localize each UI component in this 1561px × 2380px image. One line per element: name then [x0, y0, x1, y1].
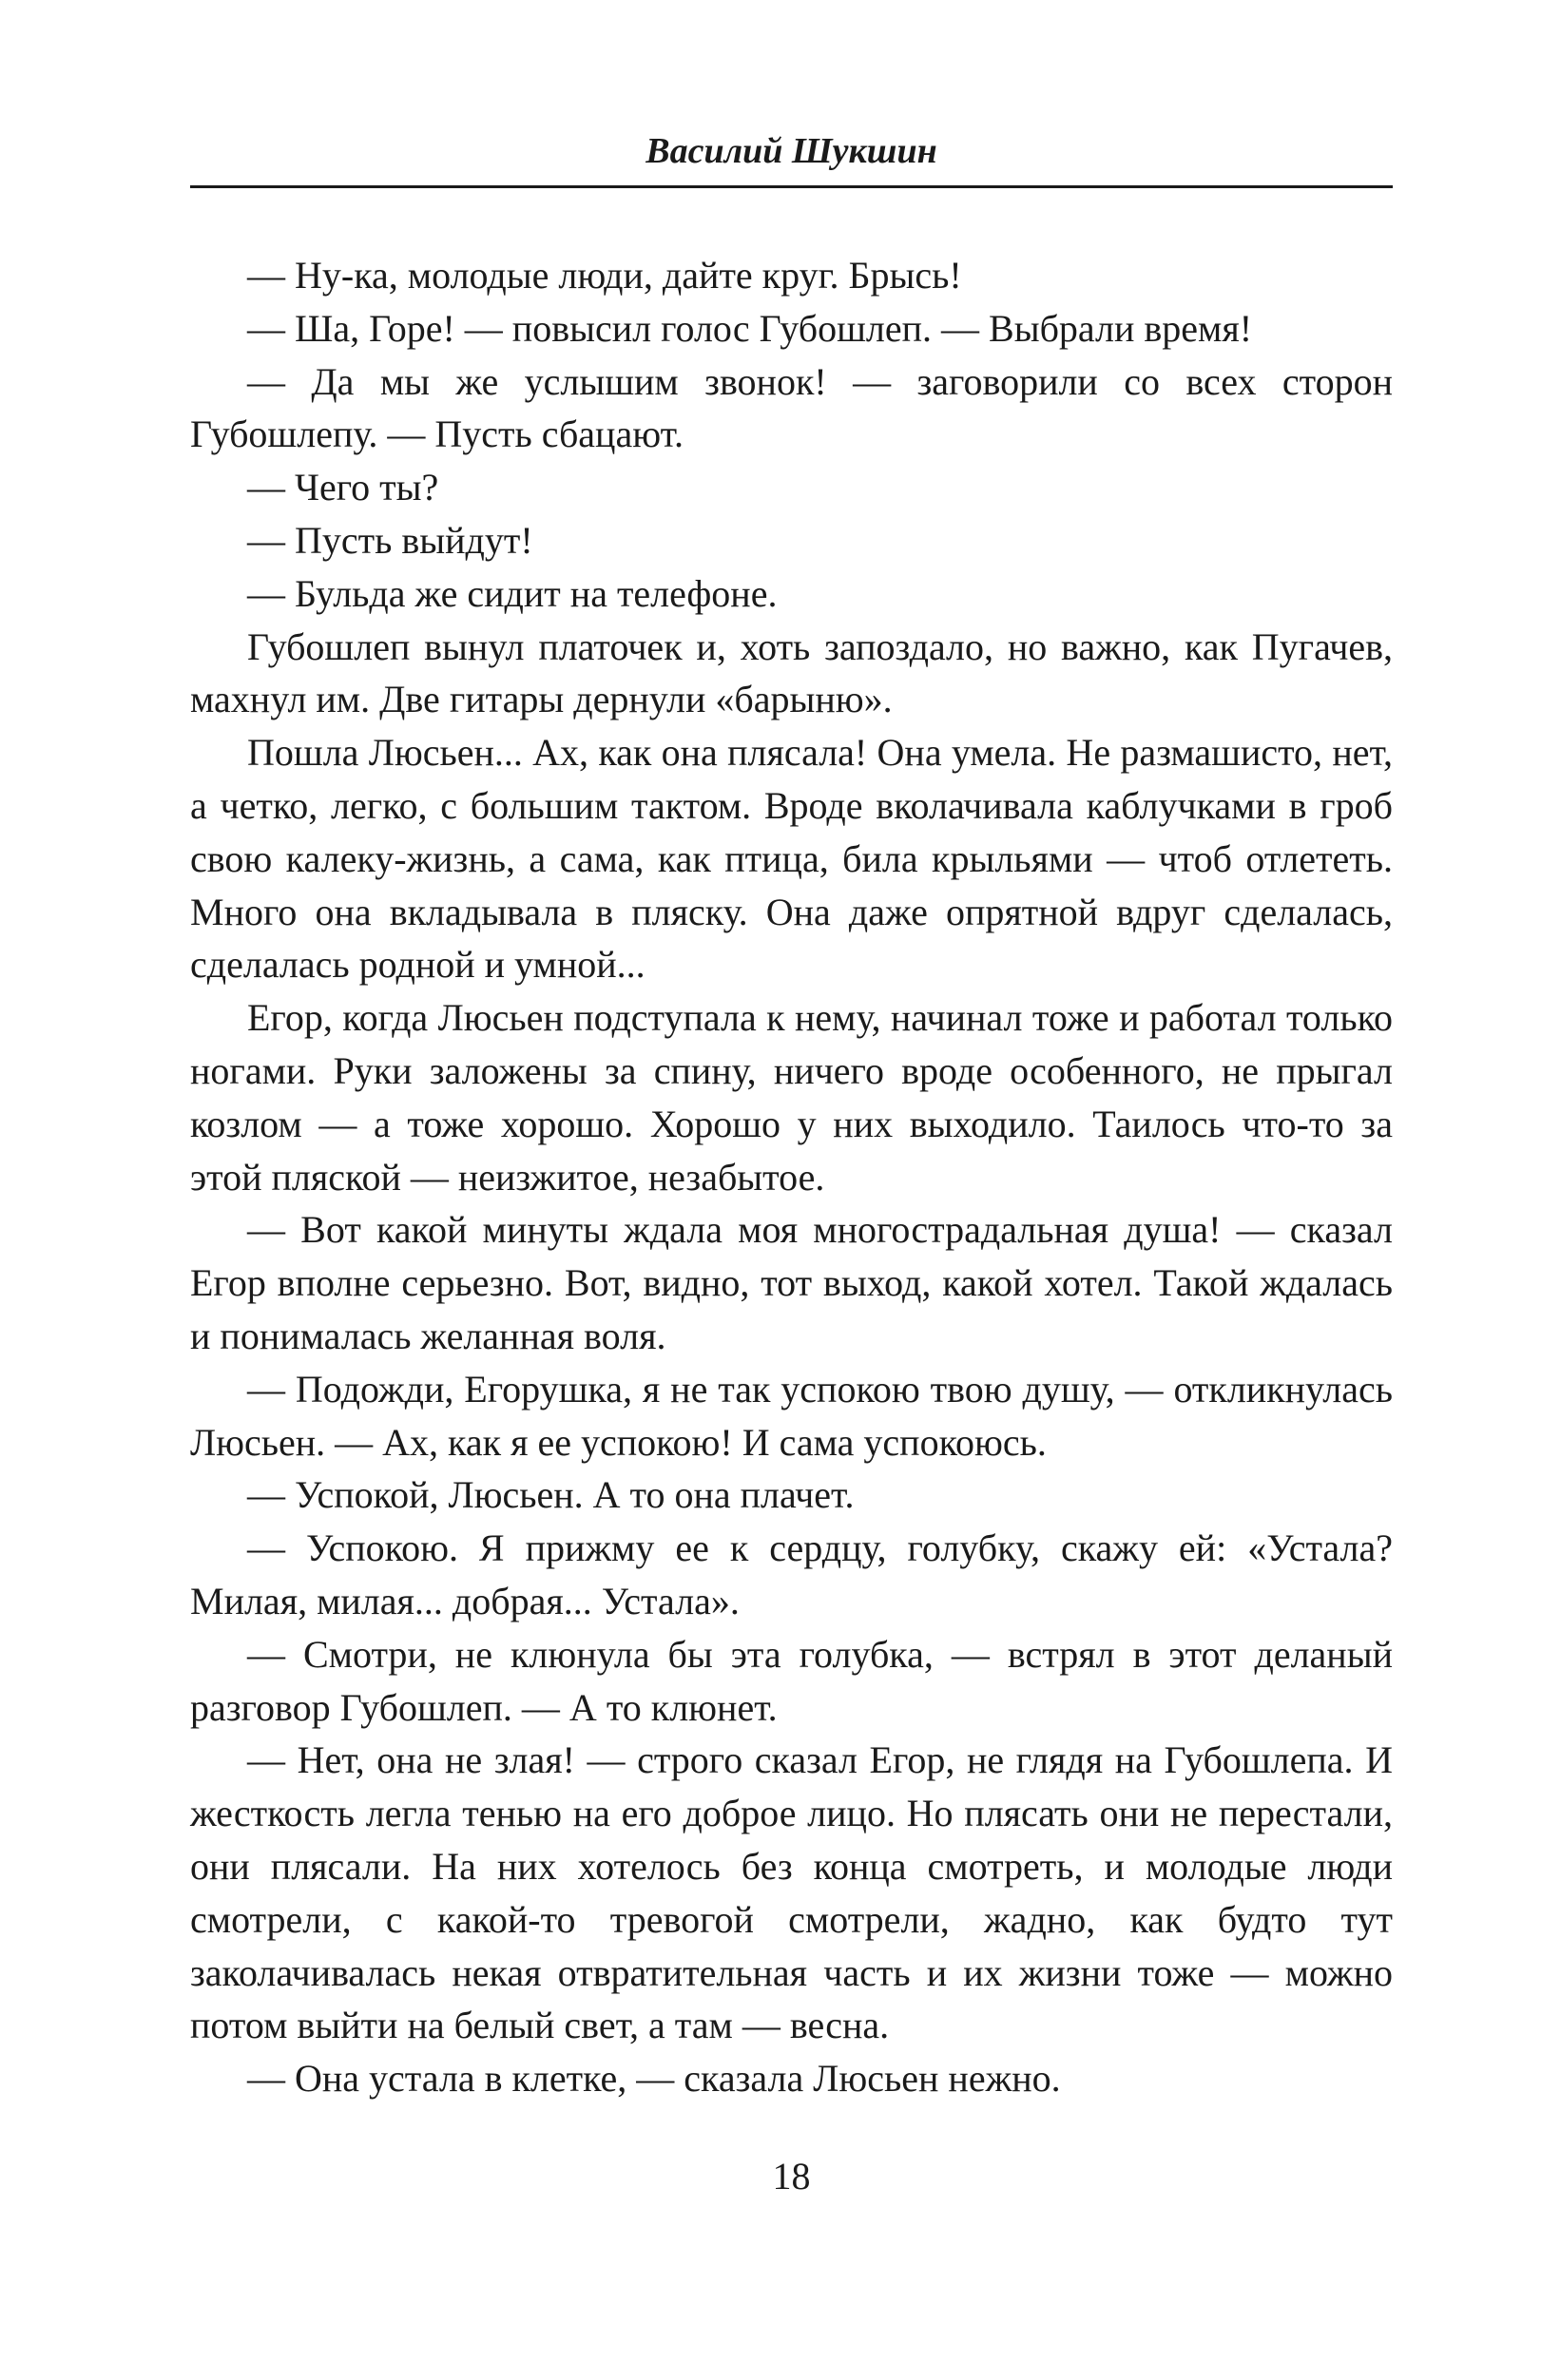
paragraph: Егор, когда Люсьен подступала к нему, начинал тоже и работал только ногами. Руки заложены за спину, ничего вроде особенного, не прыгал козлом — а тоже хорошо. Хорошо у них выходило. Таилось что-то за этой пляской — неизжитое, незабытое. — [190, 996, 1393, 1199]
paragraph: — Успокою. Я прижму ее к сердцу, голубку, скажу ей: «Устала? Милая, милая... добрая... Устала». — [190, 1526, 1393, 1622]
paragraph: — Успокой, Люсьен. А то она плачет. — [247, 1473, 855, 1517]
paragraph: — Да мы же услышим звонок! — заговорили со всех сторон Губошлепу. — Пусть сбацают. — [190, 359, 1393, 456]
page-number: 18 — [772, 2155, 811, 2198]
paragraph: Губошлеп вынул платочек и, хоть запоздало, но важно, как Пугачев, махнул им. Две гитары дернули «барыню». — [190, 624, 1393, 721]
header-rule — [190, 185, 1393, 188]
paragraph: — Чего ты? — [247, 466, 439, 509]
body-text — [190, 249, 1393, 2105]
paragraph: — Вот какой минуты ждала моя многострадальная душа! — сказал Егор вполне серьезно. Вот, видно, тот выход, какой хотел. Такой ждалась и понималась желанная воля. — [190, 1208, 1393, 1357]
paragraph: Пошла Люсьен... Ах, как она плясала! Она умела. Не размашисто, нет, а четко, легко, с большим тактом. Вроде вколачивала каблучками в гроб свою калеку-жизнь, а сама, как птица, била крыльями — чтоб отлететь. Много она вкладывала в пляску. Она даже опрятной вдруг сделалась, сделалась родной и умной... — [190, 731, 1393, 987]
paragraph: — Пусть выйдут! — [247, 518, 533, 562]
paragraph: — Нет, она не злая! — строго сказал Егор, не глядя на Губошлепа. И жесткость легла тенью на его доброе лицо. Но плясать они не перестали, они плясали. На них хотелось без конца смотреть, и молодые люди смотрели, с какой-то тревогой смотрели, жадно, как будто тут заколачивалась некая отвратительная часть и их жизни тоже — можно потом выйти на белый свет, а там — весна. — [190, 1738, 1393, 2047]
paragraph: — Бульда же сидит на телефоне. — [247, 571, 778, 615]
paragraph: — Подожди, Егорушка, я не так успокою твою душу, — откликнулась Люсьен. — Ах, как я ее успокою! И сама успокоюсь. — [190, 1367, 1393, 1464]
paragraph: — Ша, Горе! — повысил голос Губошлеп. — Выбрали время! — [247, 306, 1253, 350]
paragraph: — Она устала в клетке, — сказала Люсьен нежно. — [247, 2057, 1061, 2101]
paragraph: — Смотри, не клюнула бы эта голубка, — встрял в этот деланый разговор Губошлеп. — А то клюнет. — [190, 1632, 1393, 1729]
running-header-author: Василий Шукшин — [646, 131, 937, 171]
paragraph: — Ну-ка, молодые люди, дайте круг. Брысь! — [247, 254, 962, 297]
